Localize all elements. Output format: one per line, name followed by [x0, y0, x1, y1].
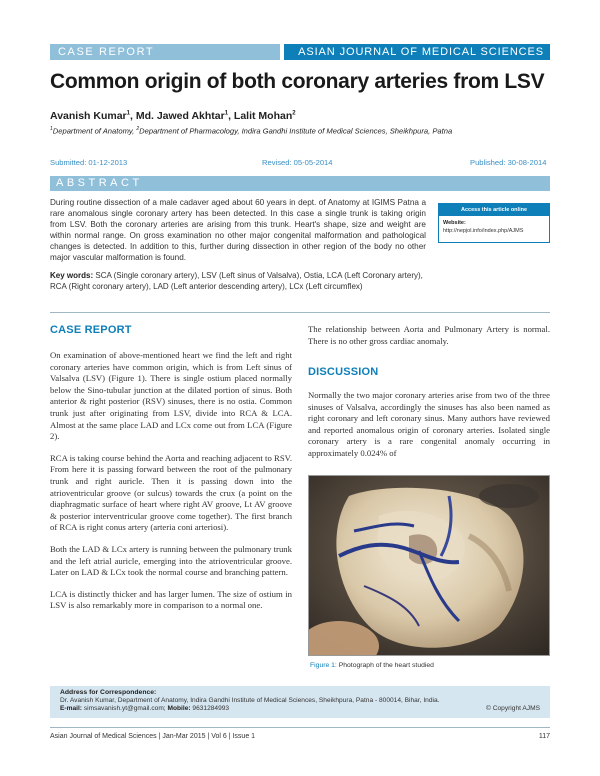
affil-dept: Department of Pharmacology, Indira Gandhi Institute of Medical Sciences, Sheikhpura, Patna [139, 126, 453, 136]
affil-sup: 1 [50, 126, 53, 132]
mobile-label: Mobile: [167, 705, 191, 712]
footer-citation: Asian Journal of Medical Sciences | Jan-Mar 2015 | Vol 6 | Issue 1 [50, 733, 256, 740]
submitted-date: Submitted: 01-12-2013 [50, 158, 128, 167]
correspondence-address: Dr. Avanish Kumar, Department of Anatomy, Indira Gandhi Institute of Medical Sciences, Sheikhpura, Patna - 800014, Bihar, India. [60, 697, 440, 704]
abstract-text: During routine dissection of a male cadaver aged about 60 years in dept. of Anatomy at IGIMS Patna a rare anomalous single coronary artery has been detected. In this case a single trunk is taking origin from LSV. Both the coronary arteries are arising from this trunk. Heart's shape, size and weight are within normal range. On gross examination no other major congenital malformation and pathological changes is detected. In addition to this, further during dissection in other region of the body no other major vascular malformation is found. [50, 198, 426, 263]
mobile-number: 9631284993 [192, 705, 230, 712]
affiliation [50, 126, 452, 136]
paragraph: LCA is distinctly thicker and has larger lumen. The size of ostium in LSV is also remarkably more in comparison to a normal one. [50, 588, 292, 611]
author-name: Lalit Mohan [233, 110, 293, 122]
paragraph: On examination of above-mentioned heart we find the left and right coronary arteries have common origin, which is from Left sinus of Valsalva (LSV) (Figure 1). There is single ostium placed normally below the Sino-tubular junction at the dilated portion of sinus. Both anterior & right posterior (RSV) sinuses, there is no ostia. Common trunk just after originating from LSV, divide into RCA & LCA. Almost at the same place LAD and LCx come out from LCA (Figure 2). [50, 350, 292, 442]
paragraph: RCA is taking course behind the Aorta and reaching adjacent to RSV. From here it is passing forward between the root of the pulmonary trunk and right auricle. Then it is passing down into the atrioventricular groove (or sulcus) towards the crux (a point on the diaphragmatic surface of heart where right AV groove, Lt AV groove & posterior interventricular groove come together). The first branch of RCA is right conus artery (arteria coni arteriosi). [50, 452, 292, 533]
abstract-heading: ABSTRACT [50, 176, 550, 191]
figure-label: Figure 1: [310, 662, 337, 669]
author-name: Md. Jawed Akhtar [135, 110, 225, 122]
author-list: Avanish Kumar$^1$, Md. Jawed Akhtar$^1$, Lalit Mohan$^2$ [50, 110, 296, 122]
discussion-heading: DISCUSSION [308, 366, 379, 378]
email-label: E-mail: [60, 705, 82, 712]
section-divider [50, 312, 550, 313]
correspondence-box [50, 686, 550, 718]
keywords-label: Key words: [50, 271, 94, 280]
author-sup: 2 [292, 110, 296, 117]
revised-date: Revised: 05-05-2014 [262, 158, 333, 167]
case-report-continuation [308, 324, 550, 357]
page-number: 117 [538, 733, 550, 740]
author-sup: 1 [224, 110, 229, 117]
website-label: Website: [443, 220, 466, 226]
author-sup: 1 [126, 110, 130, 117]
paragraph: The relationship between Aorta and Pulmonary Artery is normal. There is no other gross cardiac anomaly. [308, 324, 550, 346]
correspondence-heading: Address for Correspondence: [60, 689, 157, 696]
heart-photo-image [309, 476, 550, 656]
heart-photograph [308, 475, 550, 656]
keywords-text: SCA (Single coronary artery), LSV (Left sinus of Valsalva), Ostia, LCA (Left Coronary artery), RCA (Right coronary artery), LAD (Left anterior descending artery), LCx (Left circumflex) [50, 271, 423, 291]
email-link[interactable]: simsavanish.yt@gmail.com; [83, 705, 166, 712]
affil-dept: Department of Anatomy, [52, 126, 137, 136]
case-report-body [50, 350, 292, 622]
figure-caption [310, 662, 434, 669]
paragraph: Both the LAD & LCx artery is running between the pulmonary trunk and the left atrial auricle, emerging into the atrioventricular groove. Later on LAD & LCx took the normal course and branching pattern. [50, 543, 292, 578]
journal-name: ASIAN JOURNAL OF MEDICAL SCIENCES [284, 44, 550, 60]
access-online-box [438, 203, 550, 243]
footer-divider [50, 727, 550, 728]
keywords [50, 270, 426, 292]
author-name: Avanish Kumar [50, 110, 127, 122]
figure-caption-text: Photograph of the heart studied [338, 662, 434, 669]
copyright-notice: © Copyright AJMS [486, 705, 540, 712]
paragraph: Normally the two major coronary arteries arise from two of the three sinuses of Valsalva, accordingly the sinuses has also been named as right coronary and left coronary sinus. Many authors have reviewed and reported anomalous origin of coronary arteries. Isolated single coronary artery is a rare congenital anomaly occurring in approximately 0.024% of [308, 390, 550, 458]
article-title: Common origin of both coronary arteries from LSV [50, 70, 545, 93]
website-link[interactable]: http://nepjol.info/index.php/AJMS [443, 228, 524, 234]
discussion-body [308, 390, 550, 470]
section-label: CASE REPORT [50, 44, 280, 60]
published-date: Published: 30-08-2014 [470, 158, 547, 167]
case-report-heading: CASE REPORT [50, 324, 132, 336]
correspondence-contact [60, 705, 540, 712]
affil-sup: 2 [136, 126, 140, 132]
access-box-title: Access this article online [439, 204, 549, 216]
